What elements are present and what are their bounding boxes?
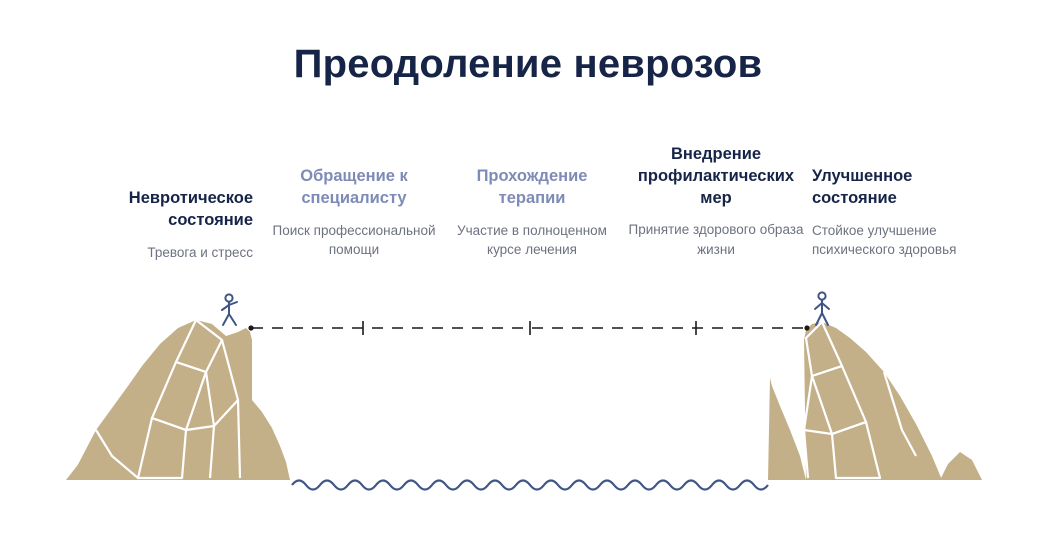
left-mountain-shape — [66, 320, 290, 480]
step-column-3 — [447, 166, 617, 260]
step-column-2 — [265, 166, 443, 260]
right-mountain-shape — [768, 322, 982, 480]
step-title-2: Обращение к специалисту — [300, 167, 408, 207]
wavy-water-line — [292, 481, 768, 490]
step-description-5: Стойкое улучшение психического здоровья — [812, 222, 957, 258]
step-description-4: Принятие здорового образа жизни — [628, 222, 804, 257]
standing-person-icon — [815, 292, 829, 325]
step-title-1: Невротическое состояние — [128, 189, 253, 229]
step-column-4 — [623, 144, 809, 259]
step-description-3: Участие в полноценном курсе лечения — [457, 222, 607, 258]
step-column-1 — [78, 188, 253, 262]
step-title-4: Внедрение профилактических мер — [637, 145, 795, 207]
step-column-5 — [812, 166, 988, 260]
step-title-3: Прохождение терапии — [476, 167, 588, 207]
page-title: Преодоление неврозов — [293, 42, 763, 86]
walking-person-icon — [222, 294, 237, 325]
mountain-scene — [0, 280, 1056, 540]
steps-row — [0, 128, 1056, 278]
dashed-tightrope-path — [248, 321, 809, 335]
step-title-5: Улучшенное состояние — [812, 167, 913, 207]
step-description-1: Тревога и стресс — [147, 244, 253, 260]
step-description-2: Поиск профессиональной помощи — [272, 222, 436, 258]
